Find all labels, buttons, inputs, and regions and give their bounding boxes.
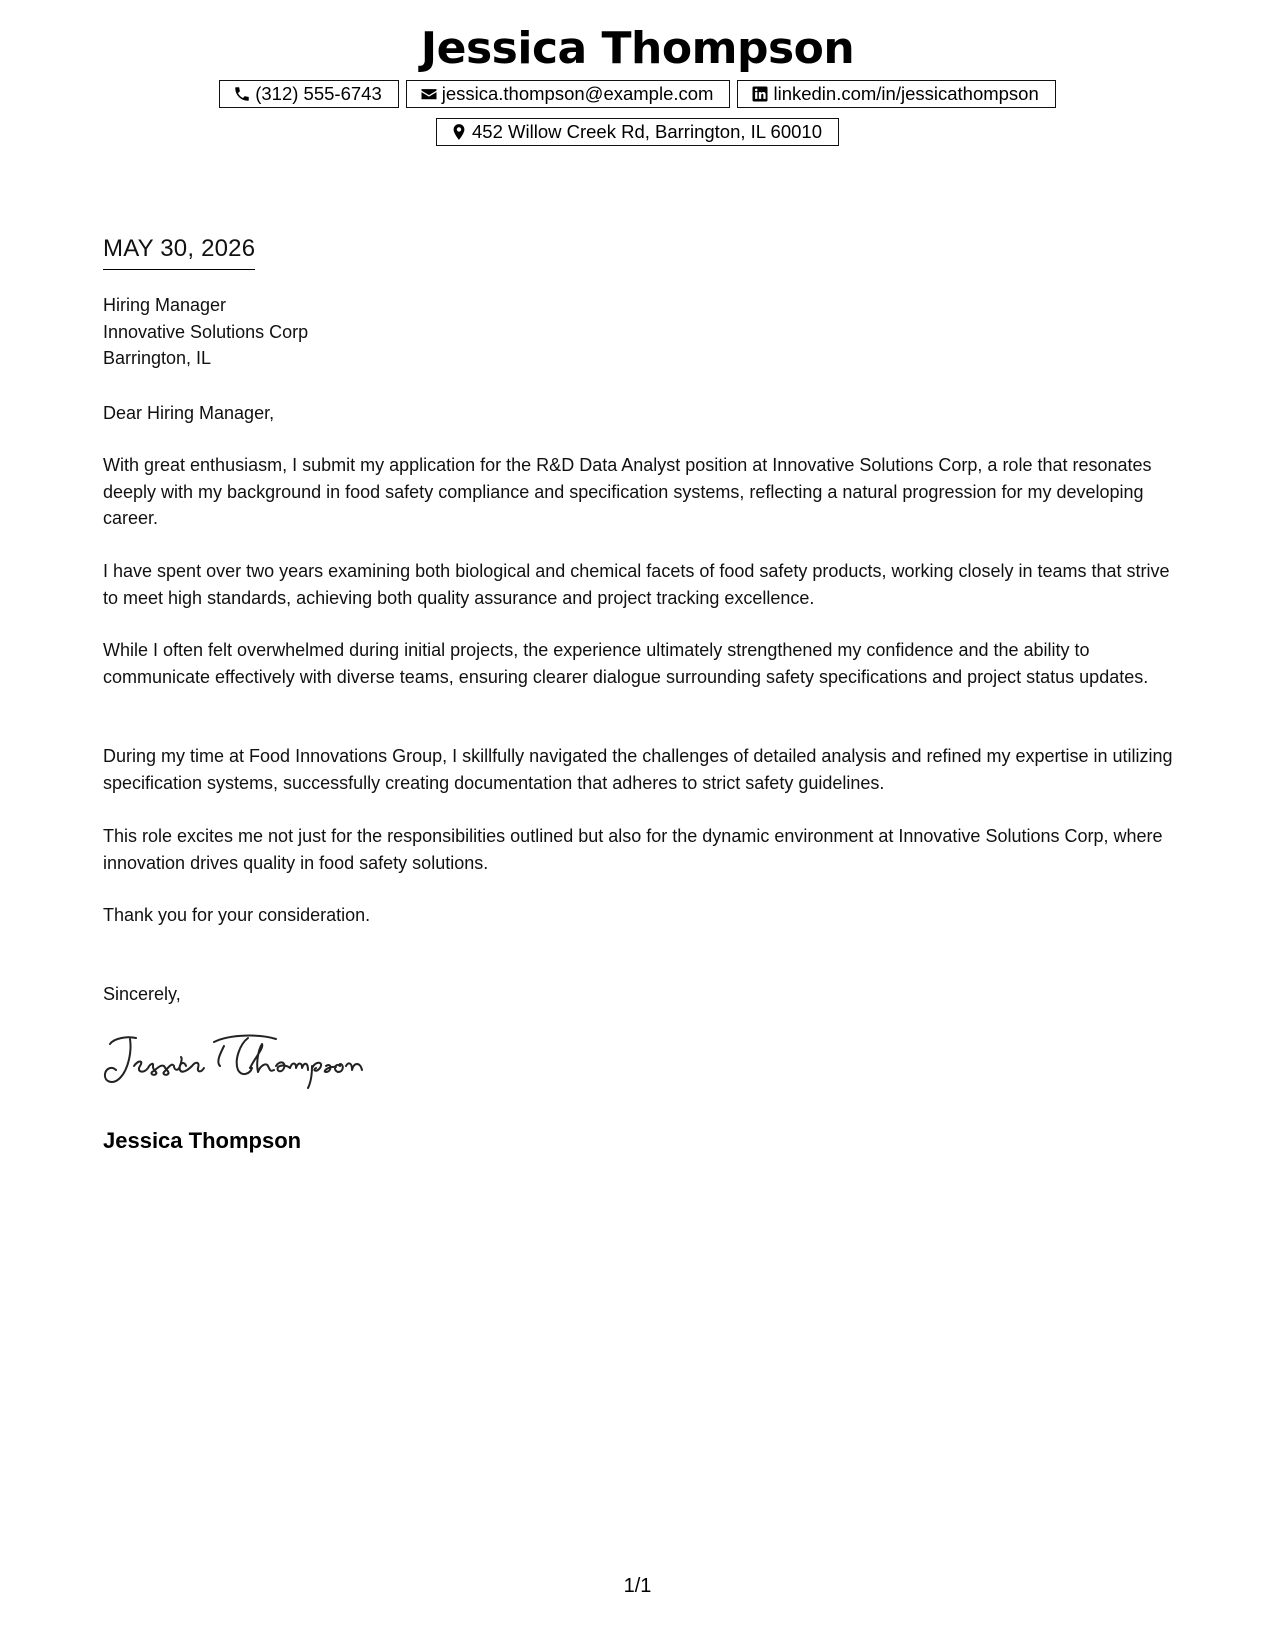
contact-row-address — [0, 118, 1275, 146]
linkedin-chip[interactable] — [737, 80, 1055, 108]
paragraph-3: While I often felt overwhelmed during initial projects, the experience ultimately strengthened my confidence and the ability to communicate effectively with diverse teams, ensuring clearer dialogue surrounding safety specifications and project status updates. — [103, 640, 1149, 687]
paragraph-5: This role excites me not just for the responsibilities outlined but also for the dynamic environment at Innovative Solutions Corp, where innovation drives quality in food safety solutions. — [103, 826, 1163, 873]
paragraph-2: I have spent over two years examining both biological and chemical facets of food safety products, working closely in teams that strive to meet high standards, achieving both quality assurance and project tracking excellence. — [103, 561, 1170, 608]
phone-icon — [233, 85, 251, 103]
handwritten-signature — [100, 1030, 370, 1092]
applicant-name: Jessica Thompson — [420, 23, 855, 74]
paragraph-4: During my time at Food Innovations Group, I skillfully navigated the challenges of detailed analysis and refined my expertise in utilizing specification systems, successfully creating documentation that adheres to strict safety guidelines. — [103, 746, 1173, 793]
map-marker-icon — [450, 123, 468, 141]
email-text: jessica.thompson@example.com — [441, 83, 714, 104]
recipient-company: Innovative Solutions Corp — [103, 321, 309, 342]
email-chip[interactable] — [406, 80, 731, 108]
address-text: 452 Willow Creek Rd, Barrington, IL 60010 — [472, 121, 822, 142]
recipient-location: Barrington, IL — [103, 348, 212, 368]
closing: Sincerely, — [103, 984, 181, 1004]
recipient-block — [103, 292, 1175, 372]
envelope-icon — [420, 85, 438, 103]
phone-chip[interactable] — [219, 80, 399, 108]
address-chip[interactable] — [436, 118, 839, 146]
linkedin-icon — [751, 85, 769, 103]
salutation: Dear Hiring Manager, — [103, 403, 275, 423]
paragraph-6: Thank you for your consideration. — [103, 905, 371, 925]
contact-row — [0, 80, 1275, 108]
linkedin-text: linkedin.com/in/jessicathompson — [773, 83, 1039, 104]
page-number: 1/1 — [623, 1575, 652, 1597]
letter-date: MAY 30, 2026 — [103, 233, 255, 270]
paragraph-1: With great enthusiasm, I submit my application for the R&D Data Analyst position at Innovative Solutions Corp, a role that resonates deeply with my background in food safety compliance and specification systems, reflecting a natural progression for my developing career. — [103, 455, 1152, 528]
signed-name: Jessica Thompson — [103, 1128, 302, 1153]
phone-text: (312) 555-6743 — [255, 83, 382, 104]
recipient-title: Hiring Manager — [103, 295, 227, 315]
